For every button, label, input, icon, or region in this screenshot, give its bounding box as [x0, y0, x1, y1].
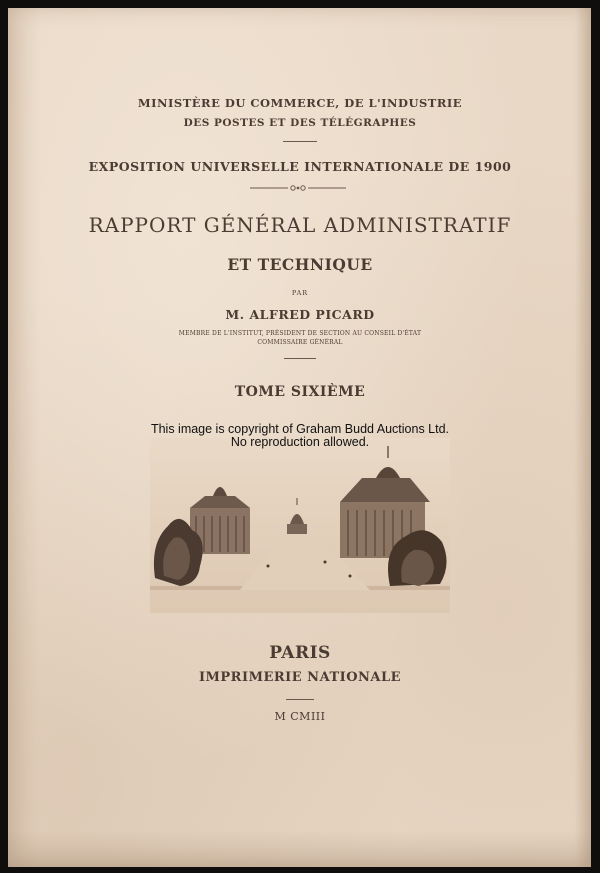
divider-rule [284, 358, 316, 359]
ministry-line-2: DES POSTES ET DES TÉLÉGRAPHES [183, 117, 417, 129]
author-name: M. ALFRED PICARD [225, 307, 375, 322]
grand-palais-engraving [150, 438, 450, 613]
publication-city: PARIS [269, 643, 331, 663]
ministry-line-1: MINISTÈRE DU COMMERCE, DE L'INDUSTRIE [137, 96, 463, 110]
par-label: PAR [291, 289, 309, 297]
exposition-heading: EXPOSITION UNIVERSELLE INTERNATIONALE DE 1900 [88, 159, 512, 174]
author-role-2: COMMISSAIRE GÉNÉRAL [257, 339, 343, 346]
report-title: RAPPORT GÉNÉRAL ADMINISTRATIF [88, 213, 512, 237]
cover-bottom-edge [8, 830, 591, 867]
volume-label: TOME SIXIÈME [234, 384, 366, 400]
publication-year: M CMIII [274, 710, 326, 723]
copyright-watermark-line-2: No reproduction allowed. [230, 435, 370, 449]
divider-rule [283, 141, 317, 142]
report-subtitle: ET TECHNIQUE [227, 255, 373, 274]
copyright-watermark-line-1: This image is copyright of Graham Budd Auctions Ltd. [150, 422, 450, 436]
publisher-name: IMPRIMERIE NATIONALE [198, 670, 402, 685]
ornament-divider [250, 184, 346, 192]
divider-rule [286, 699, 314, 700]
author-role-1: MEMBRE DE L'INSTITUT, PRÉSIDENT DE SECTION AU CONSEIL D'ÉTAT [178, 330, 422, 337]
